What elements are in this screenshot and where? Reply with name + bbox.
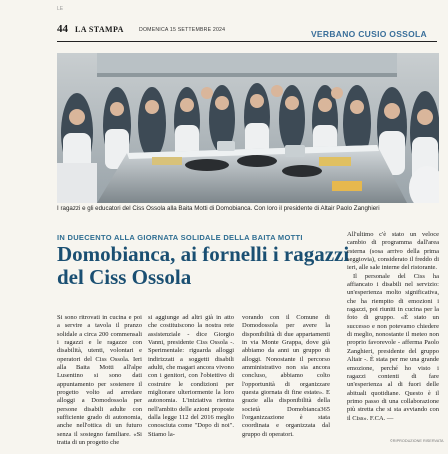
article-column-right <box>347 231 439 423</box>
article-text-col2: si aggiunge ad altri già in atto che costituiscono la nostra rete assistenziale - dice Giorgio Vanni, presidente Ciss Ossola -. Sperimentale: riguarda alloggi indirizzati a soggetti disabili adulti, che magari ancora vivono con i genitori, con l'obiettivo di costruire le condizioni per migliorare ulteriormente la loro autonomia. L'iniziativa rientra nell'ambito delle azioni proposte dalla legge 112 del 2016 meglio conosciuta come "Dopo di noi". Stiamo la- <box>148 314 234 438</box>
corner-mark: LE <box>57 6 64 12</box>
page-number: 44 <box>57 23 68 35</box>
article-text-right-2: Il personale del Ciss ha affiancato i disabili nel servizio: un'esperienza molto significativa, che ha riempito di emozioni i ragazzi, poi riuniti in cucina per la foto di gruppo. «È stato un successo e non potevamo chiedere di meglio, nonostante il meteo non proprio favorevole - afferma Paolo Zanghieri, presidente del gruppo Altair -. È stata per me una grande emozione, perché ho visto i ragazzi contenti di fare un'esperienza al di fuori delle abituali quotidiane. Questo è il primo passo di una collaborazione più stretta che si sta avviando con il Ciss». F.CA. — <box>347 272 439 422</box>
issue-date: DOMENICA 15 SETTEMBRE 2024 <box>139 27 226 33</box>
group-photo <box>57 53 439 203</box>
article-kicker: IN DUECENTO ALLA GIORNATA SOLIDALE DELLA BAITA MOTTI <box>57 233 303 242</box>
section-title: VERBANO CUSIO OSSOLA <box>310 29 427 39</box>
article-text-col1: Si sono ritrovati in cucina e poi a servire a tavola il pranzo solidale a circa 200 commensali i ragazzi e le ragazze con disabilità, utenti, volontari e operatori del Ciss Ossola. Ieri alla Baita Motti all'alpe Lusentino si sono dati appuntamento per sostenere il progetto volto ad arredare alloggi a Domodossola per persone disabili adulte con sufficiente grado di autonomia, anche nell'ottica di un futuro senza il sostegno familiare. «Si tratta di un progetto che <box>57 314 142 447</box>
article-text-col3: vorando con il Comune di Domodossola per avere la disponibilità di due appartamenti in via Monte Grappa, dove già abbiamo da anni un gruppo di alloggi. Nonostante il percorso amministrativo non sia ancora concluso, abbiamo colto l'opportunità di organizzare questa giornata di fine estate». E grazie alla disponibilità della società Domobianca365 l'organizzazione è stata coordinata e organizzata dal gruppo di operatori. <box>242 314 330 438</box>
page-header <box>57 23 437 41</box>
paper-name: LA STAMPA <box>75 25 124 34</box>
article-headline: Domobianca, ai fornelli i ragazzi del Ciss Ossola <box>57 242 350 289</box>
article-column-3 <box>242 314 330 439</box>
article-column-1 <box>57 314 142 448</box>
article-text-right-1: All'ultimo c'è stato un veloce cambio di programma dall'area esterna (sosa arrivo della prima seggiovia), considerato il freddo di ieri, alle sale interne del ristorante. <box>347 231 439 272</box>
header-rule <box>57 41 437 42</box>
article-column-2 <box>148 314 234 439</box>
copyright-note: ©RIPRODUZIONE RISERVATA <box>390 439 444 443</box>
kitchen-scene-illustration <box>57 53 439 203</box>
photo-caption: I ragazzi e gli educatori del Ciss Ossola alla Baita Motti di Domobianca. Con loro il presidente di Altair Paolo Zanghieri <box>57 205 380 212</box>
